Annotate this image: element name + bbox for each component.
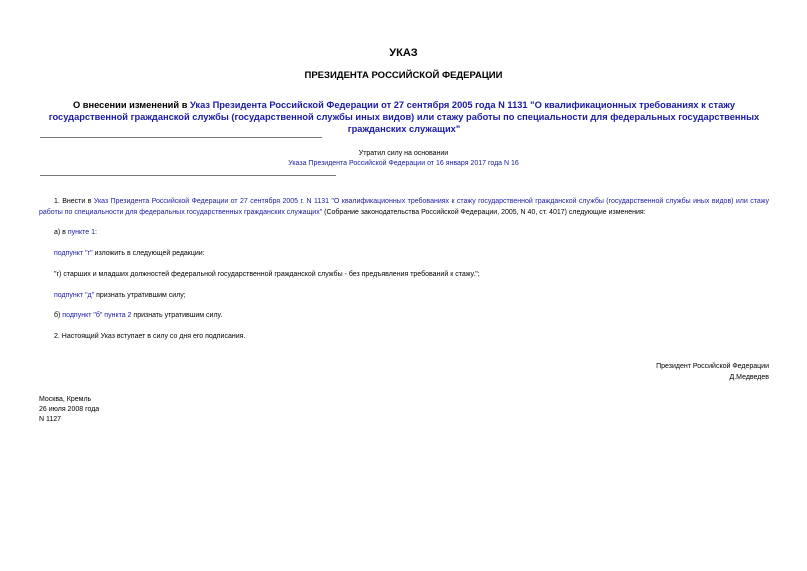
item-a: [54, 228, 97, 239]
signature-name: Д.Медведев: [729, 374, 769, 381]
signing-date: 26 июля 2008 года: [39, 406, 100, 413]
p1-suffix: (Собрание законодательства Российской Федерации, 2005, N 40, ст. 4017) следующие изменения:: [322, 208, 646, 216]
subitem-d-suffix: признать утратившим силу;: [94, 292, 186, 299]
lost-force-note: Утратил силу на основании: [358, 150, 449, 157]
document-issuer: ПРЕЗИДЕНТА РОССИЙСКОЙ ФЕДЕРАЦИИ: [304, 70, 503, 81]
divider-bottom: [40, 175, 336, 176]
p1-link[interactable]: Указ Президента Российской Федерации от 27 сентября 2005 г. N 1131 "О квалификационных требованиях к стажу государственной гражданской службы (государственной службы иных видов) или стажу работы по специальности для федеральных государственных гражданских служащих": [39, 198, 769, 216]
quote-text: "г) старших и младших должностей федеральной государственной гражданской службы - без предъявления требований к стажу.";: [54, 271, 480, 278]
item-a-link[interactable]: пункте 1: [67, 229, 95, 236]
decree-number: N 1127: [39, 416, 62, 423]
document-title: УКАЗ: [389, 47, 418, 59]
item-b: [54, 311, 222, 322]
item-b-prefix: б): [54, 312, 63, 319]
subject-prefix: О внесении изменений в: [72, 100, 190, 110]
document-subject: [40, 99, 768, 135]
subitem-d-link[interactable]: подпункт "д": [54, 292, 95, 299]
subitem-g-link[interactable]: подпункт "г": [54, 250, 93, 257]
signature-position: Президент Российской Федерации: [656, 363, 769, 370]
divider-top: [40, 137, 322, 138]
subitem-g: [54, 249, 205, 260]
item-a-suffix: :: [95, 229, 97, 236]
item-b-suffix: признать утратившим силу.: [131, 312, 223, 319]
item-b-link[interactable]: подпункт "б" пункта 2: [62, 312, 132, 319]
paragraph-1: [39, 197, 769, 218]
p1-prefix: 1. Внести в: [54, 198, 94, 205]
subject-link[interactable]: Указ Президента Российской Федерации от 27 сентября 2005 года N 1131 "О квалификационных требованиях к стажу государственной гражданской службы (государственной службы иных видов) или стажу работы по специальности для федеральных государственных гражданских служащих": [48, 100, 760, 134]
signing-place: Москва, Кремль: [39, 396, 92, 403]
subitem-d: [54, 291, 186, 302]
subitem-g-suffix: изложить в следующей редакции:: [92, 250, 205, 257]
lost-force-basis-link[interactable]: Указа Президента Российской Федерации от 16 января 2017 года N 16: [288, 160, 519, 167]
item-a-prefix: а) в: [54, 229, 68, 236]
paragraph-2: 2. Настоящий Указ вступает в силу со дня его подписания.: [54, 333, 246, 340]
